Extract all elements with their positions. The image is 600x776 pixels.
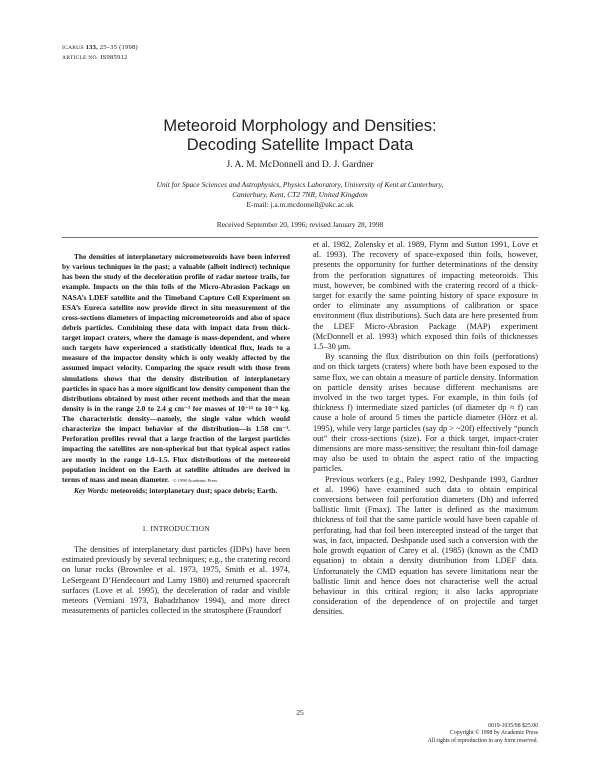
footer-price: 0019-1035/98 $25.00 [488,723,538,729]
title-line-2: Decoding Satellite Impact Data [186,136,414,154]
left-column [62,252,290,616]
journal-volume: 133, [85,44,98,51]
affiliation [110,180,490,211]
title-line-1: Meteoroid Morphology and Densities: [163,117,437,135]
body-paragraph-2: By scanning the flux distribution on thin foils (perforations) and on thick targets (craters) where both have been exposed to the same flux, we can obtain a measure of particle density. Information on particle density arises because different mechanisms are involved in the two target types. For example, in thin foils (of thickness f) intermediate sized particles (of diameter dp ≈ f) can cause a hole of around 5 times the particle diameter (Hörz et al. 1995), while very large particles (say dp > ~20f) effectively “punch out” their cross-sections (size). For a thick target, impact-crater dimensions are more mass-sensitive; the resultant thin-foil damage may also be used to obtain the aspect ratio of the impacting particles. [313,352,538,474]
article-number: IS985912 [100,54,128,61]
affiliation-line-1: Unit for Space Sciences and Astrophysics, Physics Laboratory, University of Kent at Canterbury, [156,180,444,189]
author-email: E-mail: j.a.m.mcdonnell@ukc.ac.uk [246,200,354,210]
keywords [62,486,290,496]
abstract [62,252,290,486]
article-label: ARTICLE NO. [62,55,99,61]
body-paragraph-1: et al. 1982, Zolensky et al. 1989, Flynn and Sutton 1991, Love et al. 1993). The recovery of space-exposed thin foils, however, presents the opportunity for further determinations of the density from the perforation signatures of impacting meteoroids. This must, however, be combined with the cratering record of a thick-target for exactly the same pointing history of space exposure in order to eliminate any assumptions of calibration or space environment (flux distributions). Such data are here presented from the LDEF Micro-Abrasion Package (MAP) experiment (McDonnell et al. 1993) which exposed thin foils of thicknesses 1.5–30 μm. [313,240,538,352]
page-number: 25 [296,708,304,717]
intro-paragraph: The densities of interplanetary dust particles (IDPs) have been estimated previously by several techniques; e.g., the cratering record on lunar rocks (Brownlee et al. 1973, 1975, Smith et al. 1974, LeSergeant D’Hendecourt and Lamy 1980) and returned spacecraft surfaces (Love et al. 1995), the deceleration of radar and visible meteors (Verniani 1973, Babadzhanov 1994), and more direct measurements of particles collected in the stratosphere (Fraundorf [62,545,290,616]
abstract-copyright: © 1998 Academic Press [173,477,218,483]
copyright-footer [428,723,538,745]
section-heading: 1. INTRODUCTION [142,524,210,533]
abstract-text: The densities of interplanetary micrometeoroids have been inferred by various techniques in the past; a valuable (albeit indirect) technique has been the study of the deceleration profile of radar meteor trails, for example. Impacts on the thin foils of the Micro-Abrasion Package on NASA’s LDEF satellite and the Timeband Capture Cell Experiment on ESA’s Eureca satellite now provide direct in situ measurement of the cross-sections diameters of impacting micrometeoroids and also of space debris particles. Combining these data with impact data from thick-target impact craters, where the damage is mass-dependent, and where such targets have experienced a statistically identical flux, leads to a measure of the impactor density which is only weakly affected by the assumed impact velocity. Comparing the space result with those from simulations shows that the density distribution of interplanetary particles in space has a more significant low density component than the distributions obtained by most other recent methods and that the mean density is in the range 2.0 to 2.4 g cm⁻³ for masses of 10⁻¹⁵ to 10⁻⁹ kg. The characteristic density—namely, the single value which would characterize the impact behavior of the distribution—is 1.58 cm⁻³. Perforation profiles reveal that a large fraction of the largest particles impacting the satellites are non-spherical but that typical aspect ratios are mostly in the range 1.0–1.5. Flux distributions of the meteoroid population incident on the Earth at satellite altitudes are derived in terms of mass and mean diameter. [62,252,290,484]
article-number-line [62,53,138,63]
footer-rights: All rights of reproduction in any form reserved. [427,737,538,744]
body-paragraph-3: Previous workers (e.g., Paley 1992, Deshpande 1993, Gardner et al. 1996) have examined such data to obtain empirical conversions between foil perforation diameters (Dh) and inferred ballistic limit (Fmax). The latter is defined as the maximum thickness of foil that the same particle would have been capable of perforating, had that foil been intercepted instead of the target that was, in fact, impacted. Deshpande used such a conversion with the hole growth equation of Carey et al. (1985) (known as the CMD equation) to obtain a density distribution from LDEF data. Unfortunately the CMD equation has severe limitations near the ballistic limit and hence does not characterise well the actual behaviour in this critical region; it also lacks appropriate consideration of the dependence of on projectile and target densities. [313,474,538,617]
journal-volume-line [62,43,138,53]
keywords-label: Key Words: [74,485,109,495]
journal-citation [62,43,138,63]
header-divider [62,237,538,238]
footer-copyright: Copyright © 1998 by Academic Press [450,730,538,737]
right-column [313,240,538,618]
journal-pages: 25–35 (1998) [99,44,138,51]
keywords-text: meteoroids; interplanetary dust; space debris; Earth. [110,485,278,495]
affiliation-line-2: Canterbury, Kent, CT2 7NR, United Kingdom [232,190,368,200]
received-dates: Received September 20, 1996; revised January 28, 1998 [216,220,384,229]
paper-title [0,117,600,155]
journal-name: ICARUS [62,45,84,51]
authors: J. A. M. McDonnell and D. J. Gardner [226,159,374,170]
